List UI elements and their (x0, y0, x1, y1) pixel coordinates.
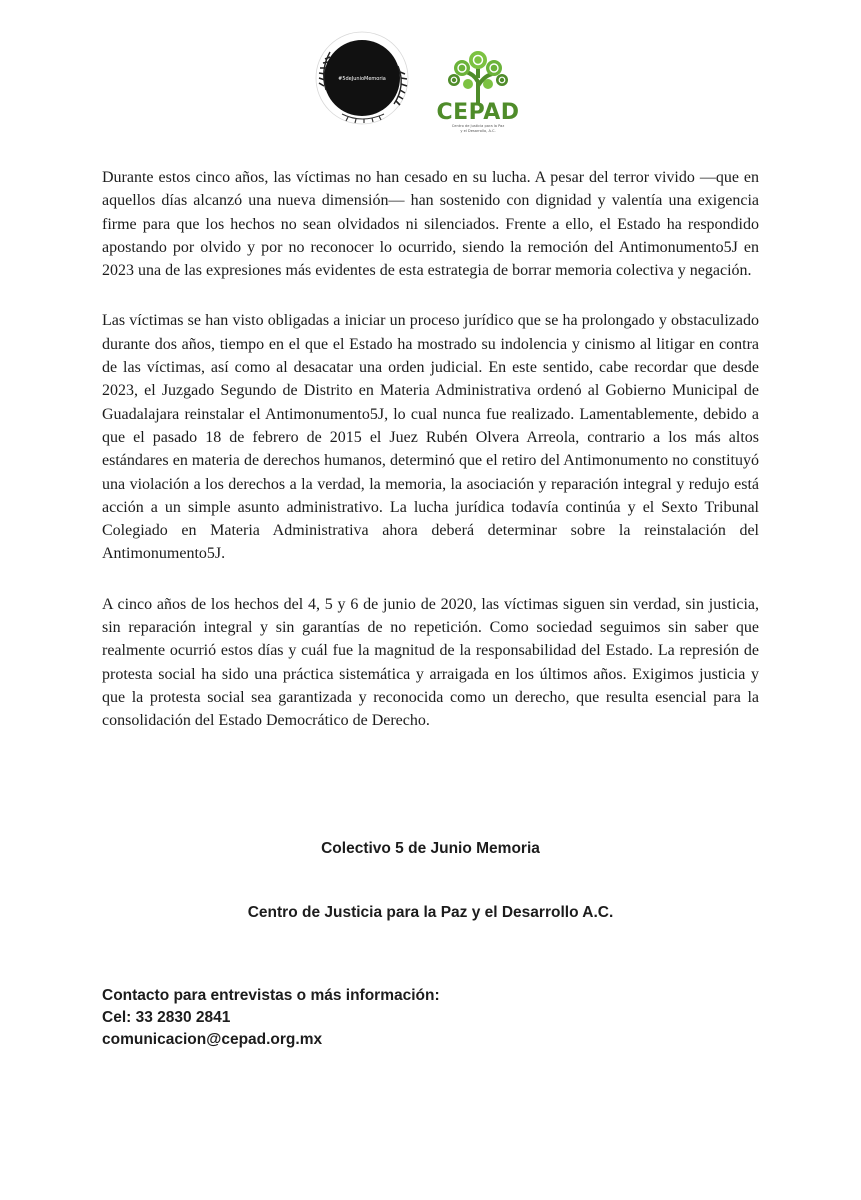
statement-body (102, 166, 759, 760)
cepad-subtitle-1: Centro de Justicia para la Paz (451, 124, 505, 128)
paragraph-1: Durante estos cinco años, las víctimas no han cesado en su lucha. A pesar del terror vivido —que en aquellos días alcanzó una nueva dimensión— han sostenido con dignidad y valentía una exigencia firme para que los hechos no sean olvidados ni silenciados. Frente a ello, el Estado ha respondido apostando por olvido y por no reconocer lo ocurrido, siendo la remoción del Antimonumento5J en 2023 una de las expresiones más evidentes de esta estrategia de borrar memoria colectiva y negación. (102, 169, 759, 280)
cepad-name: CEPAD (436, 100, 520, 125)
header-logos (0, 0, 861, 150)
memoria-logo-text: #5deJunioMemoria (338, 76, 386, 82)
paragraph-3: A cinco años de los hechos del 4, 5 y 6 de junio de 2020, las víctimas siguen sin verdad, sin justicia, sin reparación integral y sin garantías de no repetición. Como sociedad seguimos sin saber que realmente ocurrió estos días y cuál fue la magnitud de la responsabilidad del Estado. La represión de protesta social ha sido una práctica sistemática y arraigada en los últimos años. Exigimos justicia y que la protesta social sea garantizada y reconocida como un derecho, que resulta esencial para la consolidación del Estado Democrático de Derecho. (102, 595, 759, 730)
cepad-subtitle-2: y el Desarrollo, A.C. (460, 129, 496, 133)
signature-cepad: Centro de Justicia para la Paz y el Desarrollo A.C. (247, 904, 614, 921)
contact-heading: Contacto para entrevistas o más información: (102, 987, 440, 1004)
contact-email[interactable]: comunicacion@cepad.org.mx (102, 1031, 323, 1048)
contact-phone: Cel: 33 2830 2841 (102, 1009, 231, 1026)
contact-block (102, 985, 440, 1051)
signature-colectivo: Colectivo 5 de Junio Memoria (321, 840, 540, 857)
cepad-logo (436, 48, 520, 138)
paragraph-2: Las víctimas se han visto obligadas a iniciar un proceso jurídico que se ha prolongado y obstaculizado durante dos años, tiempo en el que el Estado ha mostrado su indolencia y cinismo al litigar en contra de las víctimas, así como al desacatar una orden judicial. En este sentido, cabe recordar que desde 2023, el Juzgado Segundo de Distrito en Materia Administrativa ordenó al Gobierno Municipal de Guadalajara reinstalar el Antimonumento5J, lo cual nunca fue realizado. Lamentablemente, debido a que el pasado 18 de febrero de 2015 el Juez Rubén Olvera Arreola, contrario a los más altos estándares en materia de derechos humanos, determinó que el retiro del Antimonumento no constituyó una violación a los derechos a la verdad, la memoria, la asociación y reparación integral y redujo está acción a un simple asunto administrativo. La lucha jurídica todavía continúa y el Sexto Tribunal Colegiado en Materia Administrativa ahora deberá determinar sobre la reinstalación del Antimonumento5J. (102, 312, 759, 563)
memoria-logo (312, 30, 412, 130)
cepad-tree-icon (444, 48, 512, 104)
